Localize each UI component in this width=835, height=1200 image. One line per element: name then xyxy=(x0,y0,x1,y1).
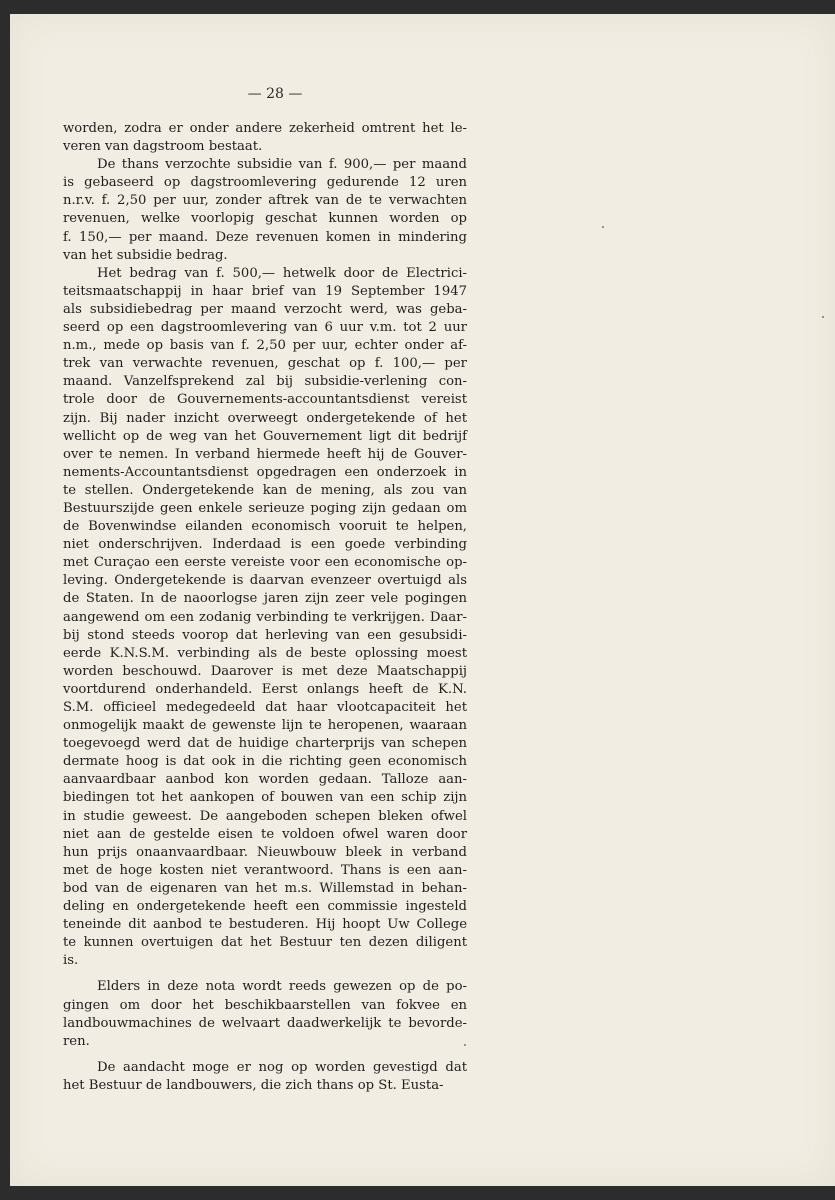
text-line: trole door de Gouvernements-accountantsdienst vereist xyxy=(63,392,467,408)
text-line: het Bestuur de landbouwers, die zich thans op St. Eusta- xyxy=(63,1077,444,1093)
text-line: dermate hoog is dat ook in die richting geen economisch xyxy=(63,754,467,770)
text-line: van het subsidie bedrag. xyxy=(63,247,228,263)
text-line: n.m., mede op basis van f. 2,50 per uur, echter onder af- xyxy=(63,338,467,354)
text-line: f. 150,— per maand. Deze revenuen komen in mindering xyxy=(63,229,467,245)
paragraph xyxy=(63,978,467,1050)
text-line: in studie geweest. De aangeboden schepen bleken ofwel xyxy=(63,808,467,824)
text-line: de Bovenwindse eilanden economisch vooruit te helpen, xyxy=(63,519,467,535)
text-line: deling en ondergetekende heeft een commissie ingesteld xyxy=(63,899,467,915)
text-line: wellicht op de weg van het Gouvernement ligt dit bedrijf xyxy=(63,428,467,444)
text-line: worden, zodra er onder andere zekerheid omtrent het le- xyxy=(63,121,467,136)
text-line: over te nemen. In verband hiermede heeft hij de Gouver- xyxy=(63,446,467,462)
text-line: ren. xyxy=(63,1033,90,1049)
text-line: niet aan de gestelde eisen te voldoen ofwel waren door xyxy=(63,826,467,842)
text-line: teneinde dit aanbod te bestuderen. Hij hoopt Uw College xyxy=(63,917,467,933)
text-line: revenuen, welke voorlopig geschat kunnen worden op xyxy=(63,211,467,227)
text-line: de Staten. In de naoorlogse jaren zijn zeer vele pogingen xyxy=(63,591,467,607)
text-line: als subsidiebedrag per maand verzocht werd, was geba- xyxy=(63,301,467,317)
text-line: Elders in deze nota wordt reeds gewezen op de po- xyxy=(97,979,467,995)
text-line: toegevoegd werd dat de huidige charterprijs van schepen xyxy=(63,736,467,752)
scan-speck xyxy=(602,226,604,228)
text-line: bod van de eigenaren van het m.s. Willemstad in behan- xyxy=(63,880,467,896)
text-line: veren van dagstroom bestaat. xyxy=(63,139,263,155)
text-line: bij stond steeds voorop dat herleving van een gesubsidi- xyxy=(63,627,467,643)
page-number: — 28 — xyxy=(247,86,303,102)
text-line: De aandacht moge er nog op worden gevestigd dat xyxy=(97,1059,467,1075)
text-line: maand. Vanzelfsprekend zal bij subsidie-verlening con- xyxy=(63,374,467,390)
text-line: n.r.v. f. 2,50 per uur, zonder aftrek van de te verwachten xyxy=(63,193,467,209)
paragraph xyxy=(63,265,467,971)
text-line: seerd op een dagstroomlevering van 6 uur v.m. tot 2 uur xyxy=(63,320,467,336)
text-line: hun prijs onaanvaardbaar. Nieuwbouw bleek in verband xyxy=(63,844,467,860)
text-line: te kunnen overtuigen dat het Bestuur ten dezen diligent xyxy=(63,935,467,951)
text-line: De thans verzochte subsidie van f. 900,— per maand xyxy=(97,157,467,173)
paragraph xyxy=(63,156,467,265)
text-line: te stellen. Ondergetekende kan de mening, als zou van xyxy=(63,482,467,498)
scan-speck xyxy=(464,1044,466,1046)
text-line: onmogelijk maakt de gewenste lijn te heropenen, waaraan xyxy=(63,718,467,734)
text-line: trek van verwachte revenuen, geschat op f. 100,— per xyxy=(63,356,467,372)
text-line: leving. Ondergetekende is daarvan evenzeer overtuigd als xyxy=(63,573,467,589)
paragraph xyxy=(63,1059,467,1095)
text-line: met Curaçao een eerste vereiste voor een economische op- xyxy=(63,555,467,571)
text-line: zijn. Bij nader inzicht overweegt ondergetekende of het xyxy=(63,410,467,426)
text-line: biedingen tot het aankopen of bouwen van een schip zijn xyxy=(63,790,467,806)
paragraph xyxy=(63,120,467,156)
text-line: met de hoge kosten niet verantwoord. Thans is een aan- xyxy=(63,862,467,878)
body-text xyxy=(63,120,467,1095)
text-line: Het bedrag van f. 500,— hetwelk door de Electrici- xyxy=(97,265,467,281)
text-line: voortdurend onderhandeld. Eerst onlangs heeft de K.N. xyxy=(63,681,467,697)
text-line: aanvaardbaar aanbod kon worden gedaan. Talloze aan- xyxy=(63,772,467,788)
document-page xyxy=(10,14,835,1186)
text-line: Bestuurszijde geen enkele serieuze poging zijn gedaan om xyxy=(63,500,467,516)
text-line: teitsmaatschappij in haar brief van 19 September 1947 xyxy=(63,283,467,299)
text-line: gingen om door het beschikbaarstellen van fokvee en xyxy=(63,997,467,1013)
text-line: is gebaseerd op dagstroomlevering gedurende 12 uren xyxy=(63,175,467,191)
text-line: aangewend om een zodanig verbinding te verkrijgen. Daar- xyxy=(63,609,467,625)
text-line: niet onderschrijven. Inderdaad is een goede verbinding xyxy=(63,537,467,553)
text-line: S.M. officieel medegedeeld dat haar vlootcapaciteit het xyxy=(63,700,467,715)
text-line: landbouwmachines de welvaart daadwerkelijk te bevorde- xyxy=(63,1015,467,1031)
text-line: is. xyxy=(63,953,79,969)
text-line: nements-Accountantsdienst opgedragen een onderzoek in xyxy=(63,464,467,480)
scan-speck xyxy=(822,316,824,318)
text-line: eerde K.N.S.M. verbinding als de beste oplossing moest xyxy=(63,645,467,661)
text-line: worden beschouwd. Daarover is met deze Maatschappij xyxy=(63,663,467,679)
